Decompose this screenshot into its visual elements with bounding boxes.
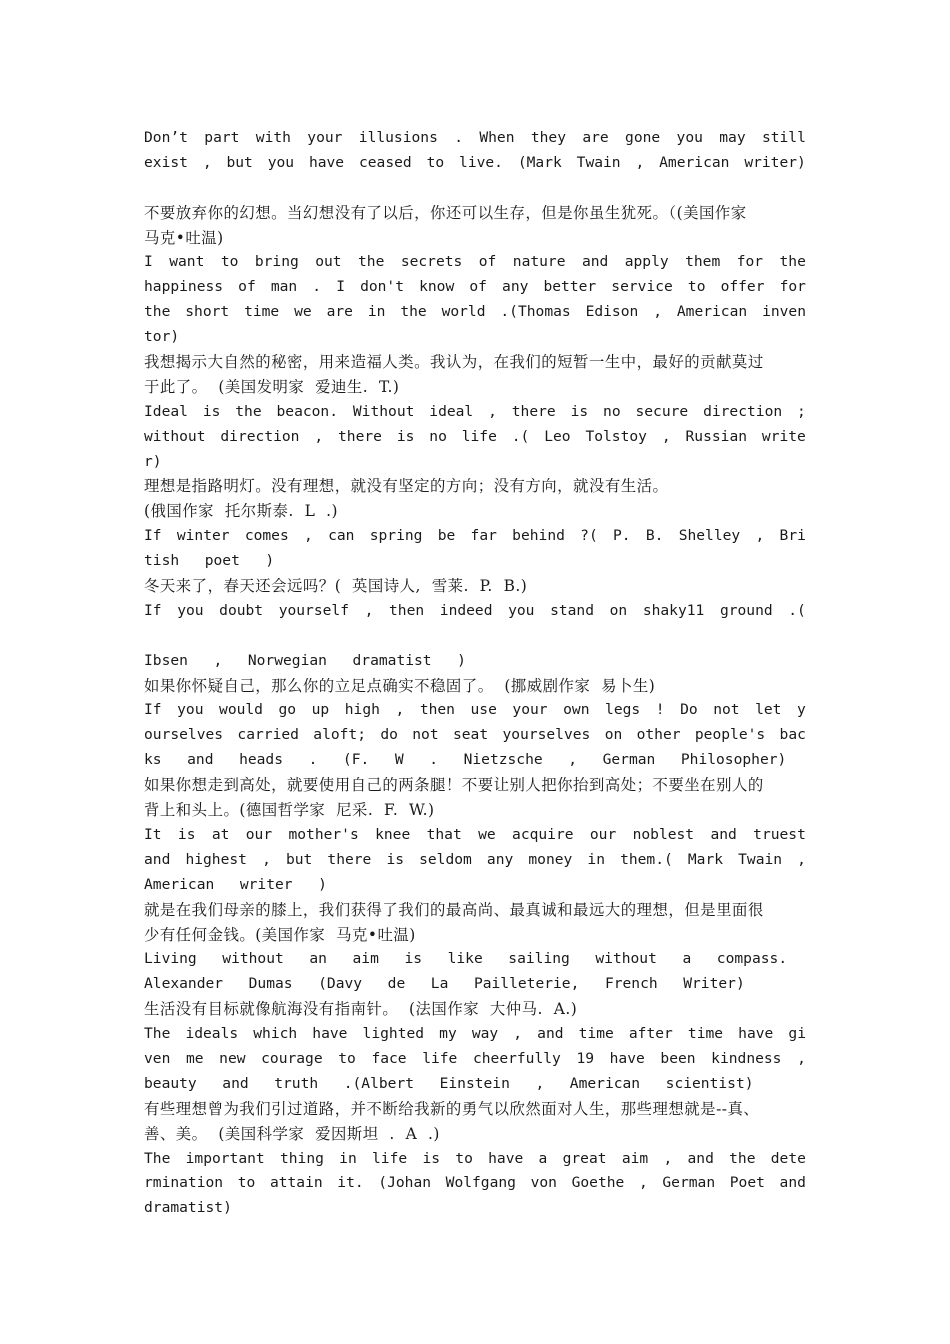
word: , — [202, 153, 212, 171]
word: have — [312, 1025, 348, 1043]
word: , — [635, 153, 645, 171]
word: Twain — [576, 153, 621, 171]
word: , — [663, 1149, 673, 1167]
word: up — [311, 701, 330, 719]
english-text-line: dramatist) — [144, 1199, 232, 1217]
english-text-line: r) — [144, 452, 162, 470]
word: way — [471, 1025, 499, 1043]
word: them — [685, 253, 721, 271]
word: beacon. — [276, 402, 339, 420]
word: happiness — [144, 278, 224, 296]
word: is — [422, 1149, 441, 1167]
word: aim — [621, 1149, 649, 1167]
word: ideal — [429, 402, 474, 420]
word: any — [502, 278, 529, 296]
word: time — [578, 1025, 614, 1043]
word: not — [412, 726, 439, 744]
word: no — [429, 427, 447, 445]
word: P. — [613, 527, 631, 545]
english-text-line: beauty and truth .(Albert Einstein , American scientist) — [144, 1074, 754, 1092]
word: life — [372, 1149, 408, 1167]
word: the — [729, 1149, 756, 1167]
chinese-text-line: 有些理想曾为我们引过道路，并不断给我新的勇气以欣然面对人生，那些理想就是--真、 — [144, 1099, 760, 1118]
word: Without — [352, 402, 415, 420]
word: on — [609, 601, 628, 619]
word: , — [314, 427, 324, 445]
word: the — [235, 402, 262, 420]
word: you — [676, 129, 703, 146]
word: thing — [279, 1149, 324, 1167]
word: in — [339, 1149, 357, 1167]
english-text-line — [144, 400, 806, 425]
word: If — [144, 601, 162, 619]
word: apply — [624, 253, 669, 271]
word: bac — [779, 726, 806, 744]
chinese-text-line: 我想揭示大自然的秘密，用来造福人类。我认为，在我们的短暂一生中，最好的贡献莫过 — [144, 353, 764, 372]
english-text-line — [144, 1047, 806, 1072]
word: winter — [176, 527, 230, 545]
word: illusions — [358, 129, 438, 146]
english-text-line — [144, 126, 806, 151]
blank-line — [144, 624, 806, 649]
word: Wolfgang — [445, 1174, 516, 1192]
word: Poet — [729, 1174, 765, 1192]
word: , — [513, 1025, 523, 1043]
word: is — [570, 402, 589, 420]
english-text-line — [144, 723, 806, 748]
word: it. — [337, 1174, 364, 1192]
word: (Johan — [378, 1174, 432, 1192]
word: high — [344, 701, 380, 719]
word: a — [538, 1149, 548, 1167]
english-text-line — [144, 1022, 806, 1047]
word: , — [661, 427, 671, 445]
word: use — [470, 701, 497, 719]
word: ground — [719, 601, 773, 619]
word: other — [636, 726, 681, 744]
word: rmination — [144, 1174, 224, 1192]
word: you — [177, 601, 204, 619]
word: noblest — [632, 825, 695, 843]
english-text-line — [144, 1147, 806, 1172]
english-text-line: tor) — [144, 328, 180, 346]
word: ven — [144, 1049, 171, 1067]
word: Tolstoy — [585, 427, 647, 445]
word: ?( — [580, 527, 598, 545]
word: don't — [360, 278, 405, 296]
word: , — [638, 1174, 648, 1192]
chinese-text-line: 马克•吐温) — [144, 228, 224, 247]
word: knee — [375, 825, 411, 843]
word: to — [687, 278, 706, 296]
word: ceased — [358, 153, 412, 171]
word: legs — [605, 701, 641, 719]
word: , — [488, 402, 497, 420]
word: we — [478, 825, 496, 843]
word: , — [755, 527, 765, 545]
english-text-line: Alexander Dumas (Davy de La Pailleterie, French Writer) — [144, 975, 745, 993]
word: The — [144, 1025, 171, 1043]
word: lighted — [362, 1025, 425, 1043]
english-text-line — [144, 275, 806, 300]
word: dete — [770, 1149, 806, 1167]
word: exist — [144, 153, 188, 171]
word: which — [253, 1025, 298, 1043]
word: and — [779, 1174, 806, 1192]
word: in — [367, 303, 386, 321]
word: carried — [237, 726, 299, 744]
word: attain — [269, 1174, 323, 1192]
english-text-line — [144, 599, 806, 624]
word: Edison — [585, 303, 639, 321]
word: then — [389, 601, 425, 619]
word: still — [761, 129, 806, 146]
word: great — [562, 1149, 607, 1167]
word: .(Thomas — [500, 303, 571, 321]
word: been — [660, 1049, 696, 1067]
word: , — [364, 601, 374, 619]
word: and — [687, 1149, 714, 1167]
blank-line — [144, 176, 806, 201]
word: Do — [680, 701, 698, 719]
word: seat — [452, 726, 489, 744]
english-text-line — [144, 524, 806, 549]
word: people's — [694, 726, 766, 744]
word: at — [211, 825, 230, 843]
word: live. — [459, 153, 503, 171]
word: have — [488, 1149, 524, 1167]
word: to — [455, 1149, 473, 1167]
word: the — [400, 303, 427, 321]
word: indeed — [439, 601, 493, 619]
word: seldom — [419, 850, 472, 868]
word: aloft; — [313, 726, 366, 744]
english-text-line — [144, 300, 806, 325]
word: let — [755, 701, 782, 719]
word: Twain — [738, 850, 783, 868]
word: any — [486, 850, 514, 868]
word: new — [219, 1049, 246, 1067]
chinese-text-line: 生活没有目标就像航海没有指南针。 (法国作家 大仲马. A.) — [144, 1000, 578, 1019]
word: acquire — [512, 825, 574, 843]
word: is — [177, 825, 196, 843]
word: face — [371, 1049, 407, 1067]
word: want — [169, 253, 205, 271]
word: write — [761, 427, 806, 445]
word: without — [144, 427, 206, 445]
word: time — [687, 1025, 724, 1043]
english-text-line: ks and heads . (F. W . Nietzsche , German Philosopher) — [144, 751, 787, 769]
word: world — [441, 303, 486, 321]
english-text-line: tish poet ) — [144, 552, 275, 570]
word: and — [537, 1025, 564, 1043]
english-text-line — [144, 151, 806, 176]
word: no — [603, 402, 621, 420]
word: important — [185, 1149, 265, 1167]
word: your — [512, 701, 548, 719]
word: yourselves — [502, 726, 591, 744]
word: mother's — [288, 825, 359, 843]
word: of — [478, 253, 497, 271]
word: If — [144, 701, 162, 719]
word: of — [238, 278, 256, 296]
word: after — [628, 1025, 673, 1043]
word: not — [713, 701, 740, 719]
word: Ideal — [144, 402, 188, 420]
chinese-text-line: 不要放弃你的幻想。当幻想没有了以后，你还可以生存，但是你虽生犹死。（(美国作家 — [144, 203, 747, 222]
word: they — [530, 129, 566, 146]
word: is — [396, 427, 415, 445]
chinese-text-line: 少有任何金钱。(美国作家 马克•吐温) — [144, 925, 416, 944]
word: to — [426, 153, 445, 171]
english-text-line: American writer ) — [144, 875, 327, 893]
word: service — [611, 278, 673, 296]
word: , — [262, 850, 271, 868]
word: would — [219, 701, 263, 719]
word: . — [312, 278, 322, 296]
word: time — [244, 303, 280, 321]
word: (Mark — [517, 153, 562, 171]
chinese-text-line: 于此了。 (美国发明家 爱迪生. T.) — [144, 377, 400, 396]
word: out — [315, 253, 342, 271]
word: The — [144, 1149, 171, 1167]
word: yourself — [278, 601, 349, 619]
word: 19 — [576, 1049, 595, 1067]
english-text-line — [144, 698, 806, 723]
word: behind — [512, 527, 565, 545]
word: own — [563, 701, 590, 719]
word: to — [338, 1049, 356, 1067]
word: man — [270, 278, 298, 296]
word: ourselves — [144, 726, 224, 744]
word: .( — [788, 601, 806, 619]
word: of — [469, 278, 487, 296]
word: are — [326, 303, 353, 321]
word: courage — [261, 1049, 323, 1067]
word: that — [426, 825, 462, 843]
word: you — [508, 601, 535, 619]
word: our — [589, 825, 617, 843]
english-text-line — [144, 250, 806, 275]
word: to — [237, 1174, 256, 1192]
word: but — [285, 850, 313, 868]
english-text-line: Ibsen , Norwegian dramatist ) — [144, 651, 466, 669]
word: with — [255, 129, 291, 146]
word: there — [327, 850, 372, 868]
word: secure — [635, 402, 689, 420]
word: , — [395, 701, 405, 719]
word: Don’t — [144, 129, 188, 146]
word: do — [380, 726, 398, 744]
chinese-text-line: 背上和头上。(德国哲学家 尼采. F. W.) — [144, 801, 435, 820]
word: direction — [220, 427, 300, 445]
word: When — [479, 129, 515, 146]
word: have — [609, 1049, 645, 1067]
word: there — [511, 402, 556, 420]
word: ideals — [185, 1025, 239, 1043]
word: far — [470, 527, 497, 545]
word: Russian — [685, 427, 748, 445]
word: , — [797, 850, 806, 868]
word: and — [710, 825, 737, 843]
word: short — [185, 303, 230, 321]
word: . — [454, 129, 463, 146]
word: gi — [788, 1025, 806, 1043]
english-text-line — [144, 425, 806, 450]
word: the — [144, 303, 171, 321]
word: .( — [511, 427, 530, 445]
word: nature — [512, 253, 566, 271]
english-text-line — [144, 823, 806, 848]
chinese-text-line: 冬天来了，春天还会远吗？( 英国诗人, 雪莱. P. B.) — [144, 577, 528, 596]
word: von — [530, 1174, 557, 1192]
chinese-text-line: 理想是指路明灯。没有理想，就没有坚定的方向；没有方向，就没有生活。 — [144, 477, 669, 496]
word: It — [144, 825, 162, 843]
word: money — [528, 850, 573, 868]
word: and — [144, 850, 171, 868]
word: better — [543, 278, 597, 296]
word: If — [144, 527, 162, 545]
word: my — [439, 1025, 457, 1043]
chinese-text-line: 如果你想走到高处，就要使用自己的两条腿！不要让别人把你抬到高处；不要坐在别人的 — [144, 776, 764, 795]
word: me — [185, 1049, 204, 1067]
word: we — [294, 303, 312, 321]
word: direction — [703, 402, 783, 420]
word: have — [738, 1025, 774, 1043]
word: part — [204, 129, 240, 146]
word: American — [659, 153, 730, 171]
word: go — [278, 701, 297, 719]
chinese-text-line: (俄国作家 托尔斯泰. L .) — [144, 502, 338, 521]
chinese-text-line: 如果你怀疑自己，那么你的立足点确实不稳固了。 (挪威剧作家 易卜生) — [144, 676, 656, 695]
word: truest — [753, 825, 806, 843]
word: but — [226, 153, 253, 171]
word: the — [779, 253, 806, 271]
word: bring — [254, 253, 299, 271]
word: y — [797, 701, 806, 719]
word: you — [177, 701, 204, 719]
word: can — [328, 527, 355, 545]
word: is — [386, 850, 405, 868]
chinese-text-line: 就是在我们母亲的膝上，我们获得了我们的最高尚、最真诚和最远大的理想，但是里面很 — [144, 900, 764, 919]
word: have — [308, 153, 345, 171]
word: are — [582, 129, 609, 146]
word: on — [604, 726, 623, 744]
word: , — [797, 1049, 806, 1067]
word: in — [587, 850, 605, 868]
word: your — [307, 129, 343, 146]
word: life — [461, 427, 497, 445]
word: inven — [762, 303, 806, 321]
word: Mark — [687, 850, 724, 868]
english-text-line: Living without an aim is like sailing without a compass. — [144, 950, 788, 968]
word: I — [144, 253, 153, 271]
word: for — [736, 253, 764, 271]
english-text-line — [144, 848, 806, 873]
word: kindness — [711, 1049, 782, 1067]
word: and — [581, 253, 609, 271]
word: Shelley — [678, 527, 741, 545]
word: is — [202, 402, 221, 420]
word: them.( — [620, 850, 673, 868]
word: may — [719, 129, 746, 146]
word: know — [419, 278, 455, 296]
word: , — [653, 303, 662, 321]
chinese-text-line: 善、美。 (美国科学家 爱因斯坦 . A .) — [144, 1124, 440, 1143]
word: then — [419, 701, 455, 719]
word: , — [304, 527, 313, 545]
word: doubt — [219, 601, 264, 619]
document-page — [144, 126, 806, 1221]
word: spring — [369, 527, 423, 545]
word: offer — [720, 278, 765, 296]
word: the — [358, 253, 385, 271]
word: B. — [645, 527, 664, 545]
word: comes — [244, 527, 289, 545]
word: shaky11 — [642, 601, 705, 619]
word: gone — [625, 129, 661, 146]
word: life — [422, 1049, 458, 1067]
word: ! — [655, 701, 665, 719]
word: American — [676, 303, 748, 321]
word: be — [437, 527, 456, 545]
english-text-line — [144, 1171, 806, 1196]
word: for — [779, 278, 806, 296]
word: writer) — [744, 153, 806, 171]
word: Leo — [544, 427, 571, 445]
word: Goethe — [571, 1174, 625, 1192]
word: to — [220, 253, 239, 271]
word: our — [245, 825, 273, 843]
word: cheerfully — [472, 1049, 561, 1067]
word: Bri — [779, 527, 806, 545]
word: ; — [797, 402, 806, 420]
word: highest — [185, 850, 247, 868]
word: I — [336, 278, 345, 296]
word: stand — [550, 601, 595, 619]
word: you — [267, 153, 295, 171]
word: German — [662, 1174, 716, 1192]
word: there — [338, 427, 382, 445]
word: secrets — [400, 253, 463, 271]
